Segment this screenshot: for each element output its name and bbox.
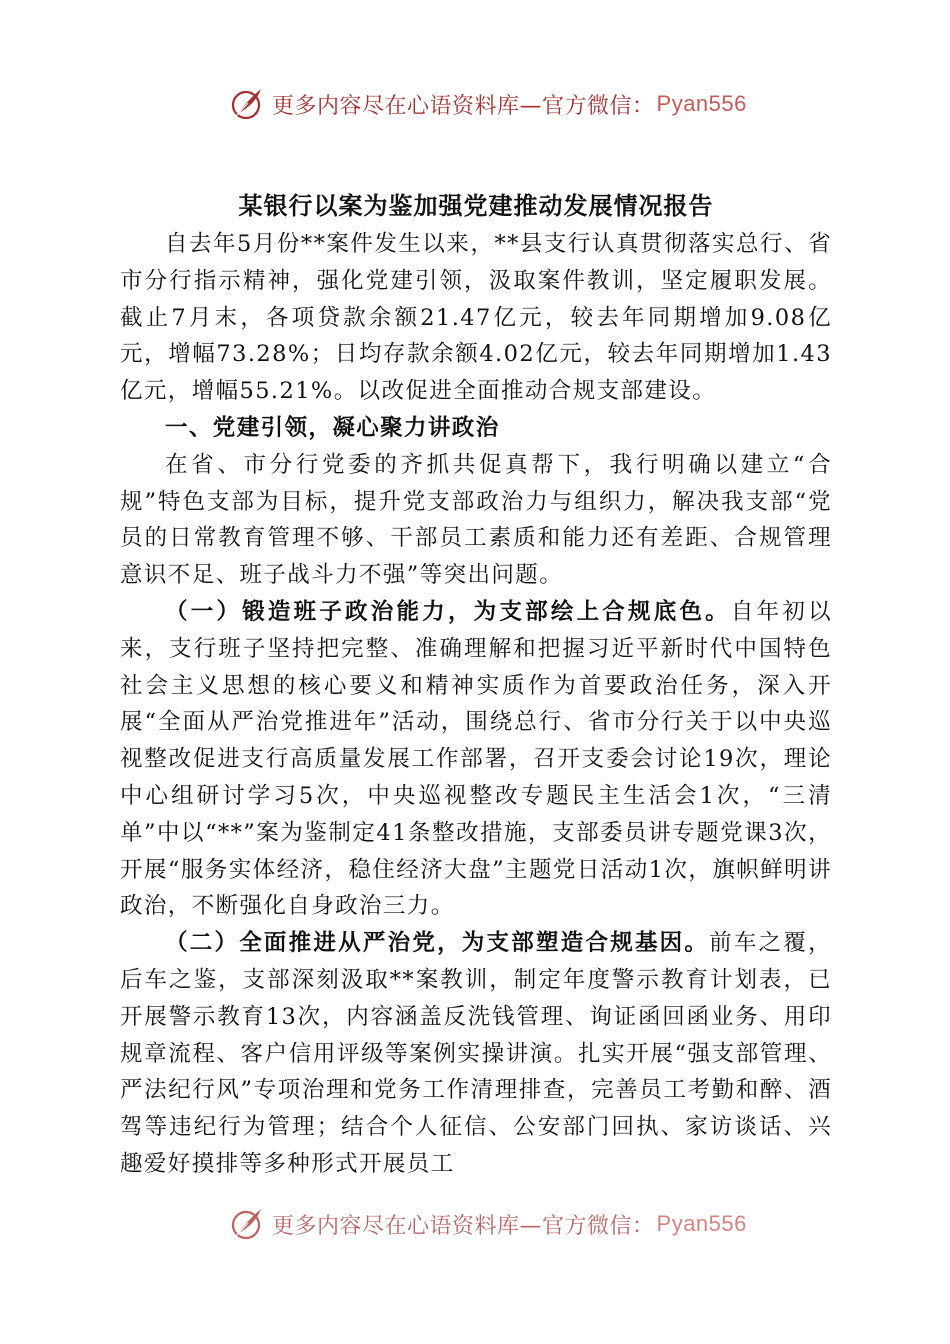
document-title: 某银行以案为鉴加强党建推动发展情况报告: [238, 191, 714, 220]
watermark-wechat-id: Pyan556: [656, 1211, 747, 1236]
subsection-2-lead: （二）全面推进从严治党，为支部塑造合规基因。: [165, 930, 710, 957]
watermark-wechat-id: Pyan556: [656, 91, 747, 116]
subsection-2-body: 前车之覆，后车之鉴，支部深刻汲取**案教训，制定年度警示教育计划表，已开展警示教育13次，内容涵盖反洗钱管理、询证函回函业务、用印规章流程、客户信用评级等案例实操讲演。扎实开展“强支部管理、严法纪行风”专项治理和党务工作清理排查，完善员工考勤和醉、酒驾等违纪行为管理；结合个人征信、公安部门回执、家访谈话、兴趣爱好摸排等多种形式开展员工: [120, 930, 832, 1177]
subsection-1-lead: （一）锻造班子政治能力，为支部绘上合规底色。: [165, 598, 731, 625]
watermark-text: 更多内容尽在心语资料库—官方微信：: [272, 93, 655, 119]
watermark-footer: [226, 1204, 747, 1244]
subsection-2-paragraph: [120, 925, 832, 1183]
section-1-heading: 一、党建引领，凝心聚力讲政治: [165, 414, 500, 441]
subsection-1-paragraph: [120, 594, 832, 925]
watermark-text: 更多内容尽在心语资料库—官方微信：: [272, 1213, 655, 1239]
watermark-header: [226, 84, 747, 124]
document-body: [120, 186, 832, 1183]
section-1-intro-paragraph: 在省、市分行党委的齐抓共促真帮下，我行明确以建立“合规”特色支部为目标，提升党支部政治力与组织力，解决我支部“党员的日常教育管理不够、干部员工素质和能力还有差距、合规管理意识不足、班子战斗力不强”等突出问题。: [120, 451, 832, 589]
quill-logo-icon: [226, 84, 266, 124]
subsection-1-body: 自年初以来，支行班子坚持把完整、准确理解和把握习近平新时代中国特色社会主义思想的核心要义和精神实质作为首要政治任务，深入开展“全面从严治党推进年”活动，围绕总行、省市分行关于以中央巡视整改促进支行高质量发展工作部署，召开支委会讨论19次，理论中心组研讨学习5次，中央巡视整改专题民主生活会1次，“三清单”中以“**”案为鉴制定41条整改措施，支部委员讲专题党课3次，开展“服务实体经济，稳住经济大盘”主题党日活动1次，旗帜鲜明讲政治，不断强化自身政治三力。: [120, 598, 832, 920]
intro-paragraph: 自去年5月份**案件发生以来，**县支行认真贯彻落实总行、省市分行指示精神，强化党建引领，汲取案件教训，坚定履职发展。截止7月末，各项贷款余额21.47亿元，较去年同期增加9.08亿元，增幅73.28%；日均存款余额4.02亿元，较去年同期增加1.43亿元，增幅55.21%。以改促进全面推动合规支部建设。: [120, 231, 832, 405]
quill-logo-icon: [226, 1204, 266, 1244]
